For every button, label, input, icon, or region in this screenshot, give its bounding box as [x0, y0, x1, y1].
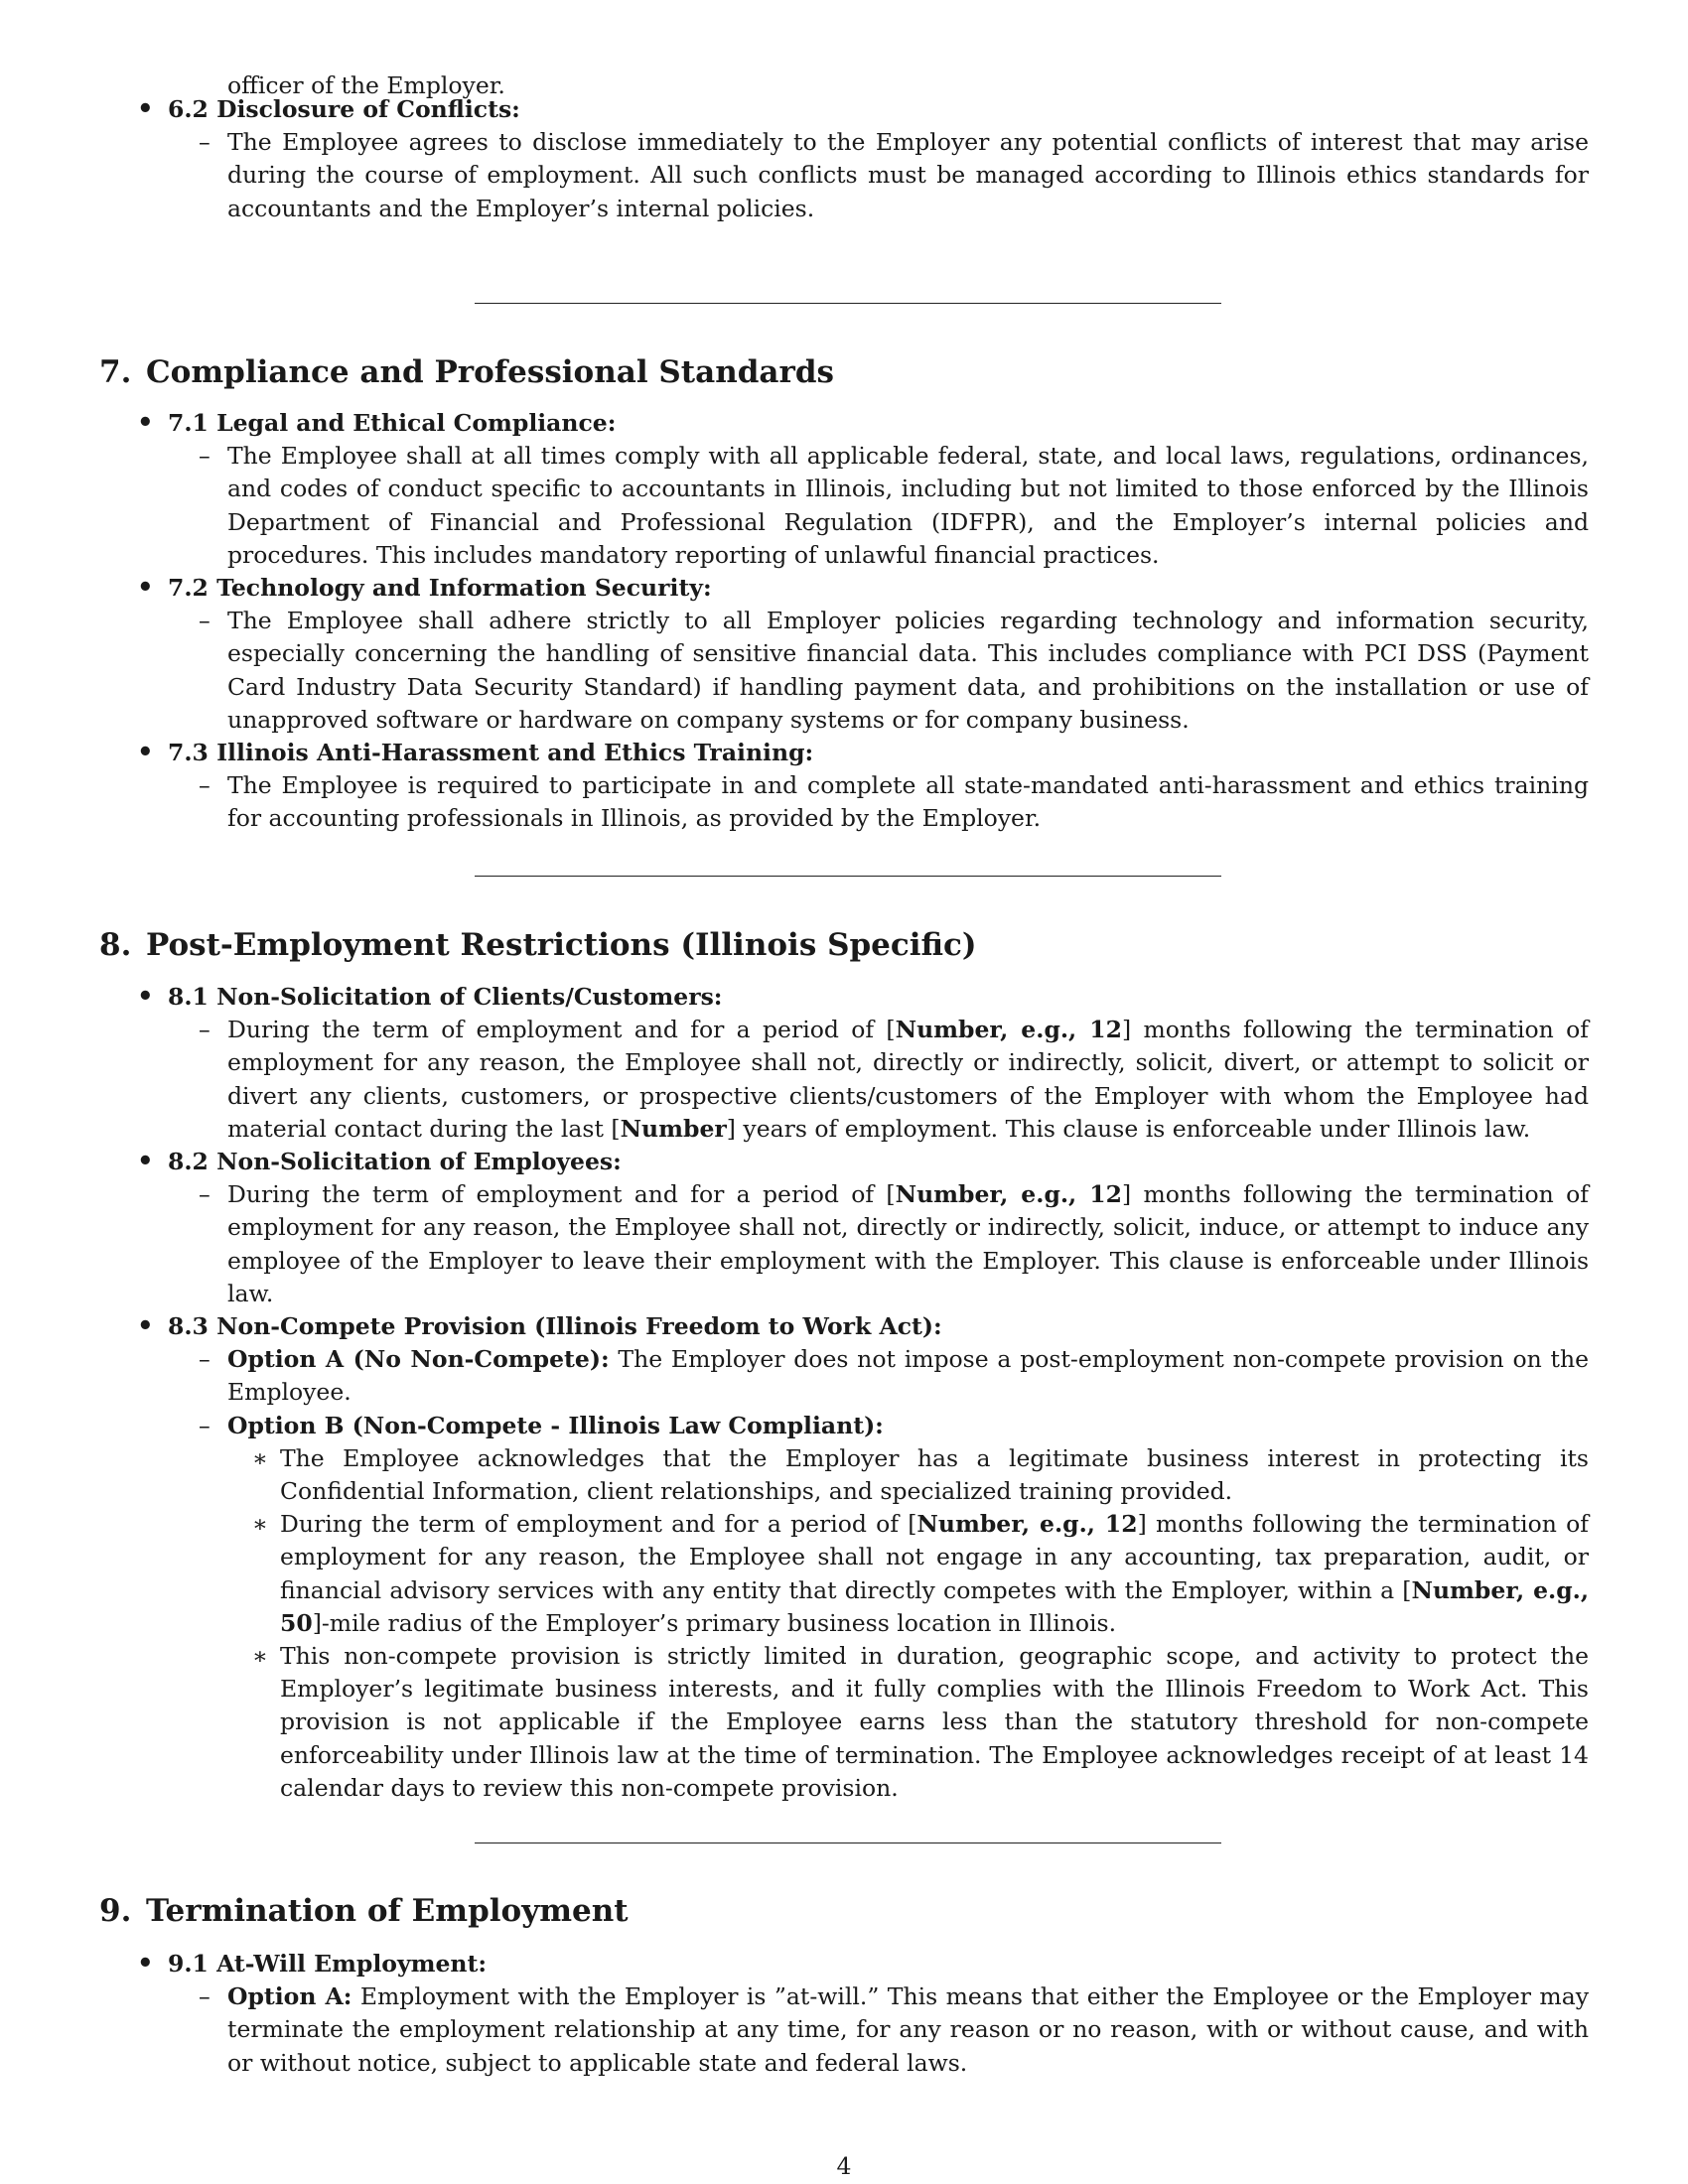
continuation-text: officer of the Employer.: [227, 71, 505, 99]
section-6-items: [0, 93, 1688, 225]
text-run: ] months following the termination of employment for any reason, the Employee shall not, directly or indirectly, solicit, induce, or attempt to induce any employee of the Employer to leave their employment with the Employer. This clause is enforceable under Illinois law.: [227, 1180, 1589, 1307]
text-run: During the term of employment and for a period of [: [280, 1510, 917, 1539]
section-9: [0, 1891, 1688, 1931]
item-text: [280, 1510, 1589, 1637]
item-text: The Employee agrees to disclose immediately to the Employer any potential conflicts of interest that may arise during the course of employment. All such conflicts must be managed according to Illinois ethics standards for accountants and the Employer’s internal policies.: [227, 128, 1589, 222]
bullet-icon: •: [137, 408, 154, 438]
item-text: [227, 1982, 1589, 2076]
option-label: Option A:: [227, 1982, 352, 2011]
item-text: The Employee acknowledges that the Employer has a legitimate business interest in protecting its Confidential Information, client relationships, and specialized training provided.: [280, 1443, 1589, 1506]
text-run: ] years of employment. This clause is enforceable under Illinois law.: [726, 1114, 1531, 1143]
dash-icon: –: [199, 1180, 211, 1209]
dash-icon: –: [199, 771, 211, 800]
sub-sub-item-1: [252, 1442, 1589, 1508]
item-title: 8.1 Non-Solicitation of Clients/Customers:: [168, 983, 723, 1011]
item-title: 7.3 Illinois Anti-Harassment and Ethics Training:: [168, 739, 814, 767]
item-title: 7.2 Technology and Information Security:: [168, 574, 712, 603]
dash-icon: –: [199, 607, 211, 635]
dash-icon: –: [199, 1982, 211, 2011]
sub-sub-item-2: [252, 1508, 1590, 1640]
section-number: 9.: [99, 1893, 132, 1929]
sub-item-9-1: [199, 1980, 1589, 2080]
item-text: The Employee shall at all times comply with all applicable federal, state, and local laws, regulations, ordinances, and codes of conduct specific to accountants in Illinois, including but not limited to those enforced by the Illinois Department of Financial and Professional Regulation (IDFPR), and the Employer’s internal policies and procedures. This includes mandatory reporting of unlawful financial practices.: [227, 442, 1589, 569]
section-title: Termination of Employment: [146, 1893, 629, 1929]
text-run: ]-mile radius of the Employer’s primary business location in Illinois.: [312, 1608, 1117, 1637]
placeholder-bold: Number, e.g., 12: [895, 1016, 1122, 1044]
item-text: The Employee is required to participate in and complete all state-mandated anti-harassment and ethics training for accounting professionals in Illinois, as provided by the Employer.: [227, 771, 1589, 833]
dash-icon: –: [199, 1345, 211, 1374]
item-text: This non-compete provision is strictly limited in duration, geographic scope, and activity to protect the Employer’s legitimate business interests, and it fully complies with the Illinois Freedom to Work Act. This provision is not applicable if the Employee earns less than the statutory threshold for non-compete enforceability under Illinois law at the time of termination. The Employee acknowledges receipt of at least 14 calendar days to review this non-compete provision.: [280, 1642, 1589, 1802]
placeholder-bold: Number, e.g., 12: [895, 1180, 1122, 1209]
section-heading-8: [99, 925, 1688, 965]
asterisk-icon: ∗: [252, 1642, 268, 1671]
bullet-icon: •: [137, 738, 154, 768]
section-divider: [475, 303, 1221, 304]
section-number: 8.: [99, 927, 132, 963]
section-heading-9: [99, 1891, 1688, 1931]
section-heading-7: [99, 352, 1688, 392]
sub-item-7-2: [199, 605, 1589, 737]
placeholder-bold: Number, e.g., 12: [916, 1510, 1138, 1539]
sub-item-8-3-option-b: [199, 1410, 1589, 1442]
sub-item-6-2: [199, 126, 1589, 225]
sub-item-8-2: [199, 1178, 1589, 1310]
section-7: [0, 352, 1688, 392]
section-8: [0, 925, 1688, 965]
asterisk-icon: ∗: [252, 1443, 268, 1472]
text-run: During the term of employment and for a period of [: [227, 1016, 896, 1044]
sub-sub-item-3: [252, 1640, 1589, 1805]
placeholder-bold: Number: [620, 1114, 727, 1143]
section-divider: [475, 876, 1221, 877]
sub-item-7-1: [199, 440, 1589, 572]
text-run: Employment with the Employer is ”at-will.” This means that either the Employee or the Employer may terminate the employment relationship at any time, for any reason or no reason, with or without cause, and with or without notice, subject to applicable state and federal laws.: [227, 1982, 1589, 2077]
item-text: [227, 1016, 1589, 1143]
bullet-icon: •: [137, 1147, 154, 1177]
list-item-7-2: [137, 572, 1589, 605]
item-title: 9.1 At-Will Employment:: [168, 1950, 488, 1978]
section-7-items: [0, 407, 1688, 836]
item-text: [227, 1345, 1589, 1406]
section-title: Compliance and Professional Standards: [146, 354, 834, 390]
placeholder-bold: Number, e.g., 50: [280, 1575, 1590, 1637]
text-run: The Employer does not impose a post-employment non-compete provision on the Employee.: [227, 1345, 1589, 1407]
section-9-items: [0, 1948, 1688, 2080]
dash-icon: –: [199, 442, 211, 471]
bullet-icon: •: [137, 982, 154, 1012]
sub-item-8-1: [199, 1014, 1589, 1146]
list-item-8-3: [137, 1310, 1589, 1343]
dash-icon: –: [199, 128, 211, 157]
item-title: 8.2 Non-Solicitation of Employees:: [168, 1148, 622, 1176]
option-label: Option A (No Non-Compete):: [227, 1345, 610, 1374]
item-title: 7.1 Legal and Ethical Compliance:: [168, 409, 617, 437]
bullet-icon: •: [137, 573, 154, 604]
text-run: ] months following the termination of employment for any reason, the Employee shall not engage in any accounting, tax preparation, audit, or financial advisory services with any entity that directly competes with the Employer, within a [: [280, 1510, 1589, 1604]
option-label: Option B (Non-Compete - Illinois Law Compliant):: [227, 1411, 884, 1439]
sub-item-7-3: [199, 769, 1589, 835]
bullet-icon: •: [137, 1949, 154, 1979]
list-item-6-2: [137, 93, 1589, 126]
section-title: Post-Employment Restrictions (Illinois Specific): [146, 927, 977, 963]
item-title: 6.2 Disclosure of Conflicts:: [168, 95, 520, 123]
section-8-items: [0, 981, 1688, 1805]
bullet-icon: •: [137, 1311, 154, 1342]
text-run: During the term of employment and for a period of [: [227, 1180, 896, 1209]
item-title: 8.3 Non-Compete Provision (Illinois Freedom to Work Act):: [168, 1312, 942, 1341]
sub-item-8-3-option-a: [199, 1343, 1589, 1409]
item-text: [227, 1180, 1589, 1307]
dash-icon: –: [199, 1016, 211, 1044]
page-number: 4: [836, 2152, 852, 2180]
asterisk-icon: ∗: [252, 1510, 268, 1539]
bullet-icon: •: [137, 94, 154, 124]
item-text: The Employee shall adhere strictly to all Employer policies regarding technology and information security, especially concerning the handling of sensitive financial data. This includes compliance with PCI DSS (Payment Card Industry Data Security Standard) if handling payment data, and prohibitions on the installation or use of unapproved software or hardware on company systems or for company business.: [227, 607, 1589, 734]
text-run: ] months following the termination of employment for any reason, the Employee shall not, directly or indirectly, solicit, divert, or attempt to solicit or divert any clients, customers, or prospective clients/customers of the Employer with whom the Employee had material contact during the last [: [227, 1016, 1589, 1143]
list-item-8-1: [137, 981, 1589, 1014]
list-item-7-1: [137, 407, 1589, 440]
list-item-8-2: [137, 1146, 1589, 1178]
list-item-9-1: [137, 1948, 1589, 1980]
list-item-7-3: [137, 737, 1589, 769]
dash-icon: –: [199, 1411, 211, 1439]
section-number: 7.: [99, 354, 132, 390]
